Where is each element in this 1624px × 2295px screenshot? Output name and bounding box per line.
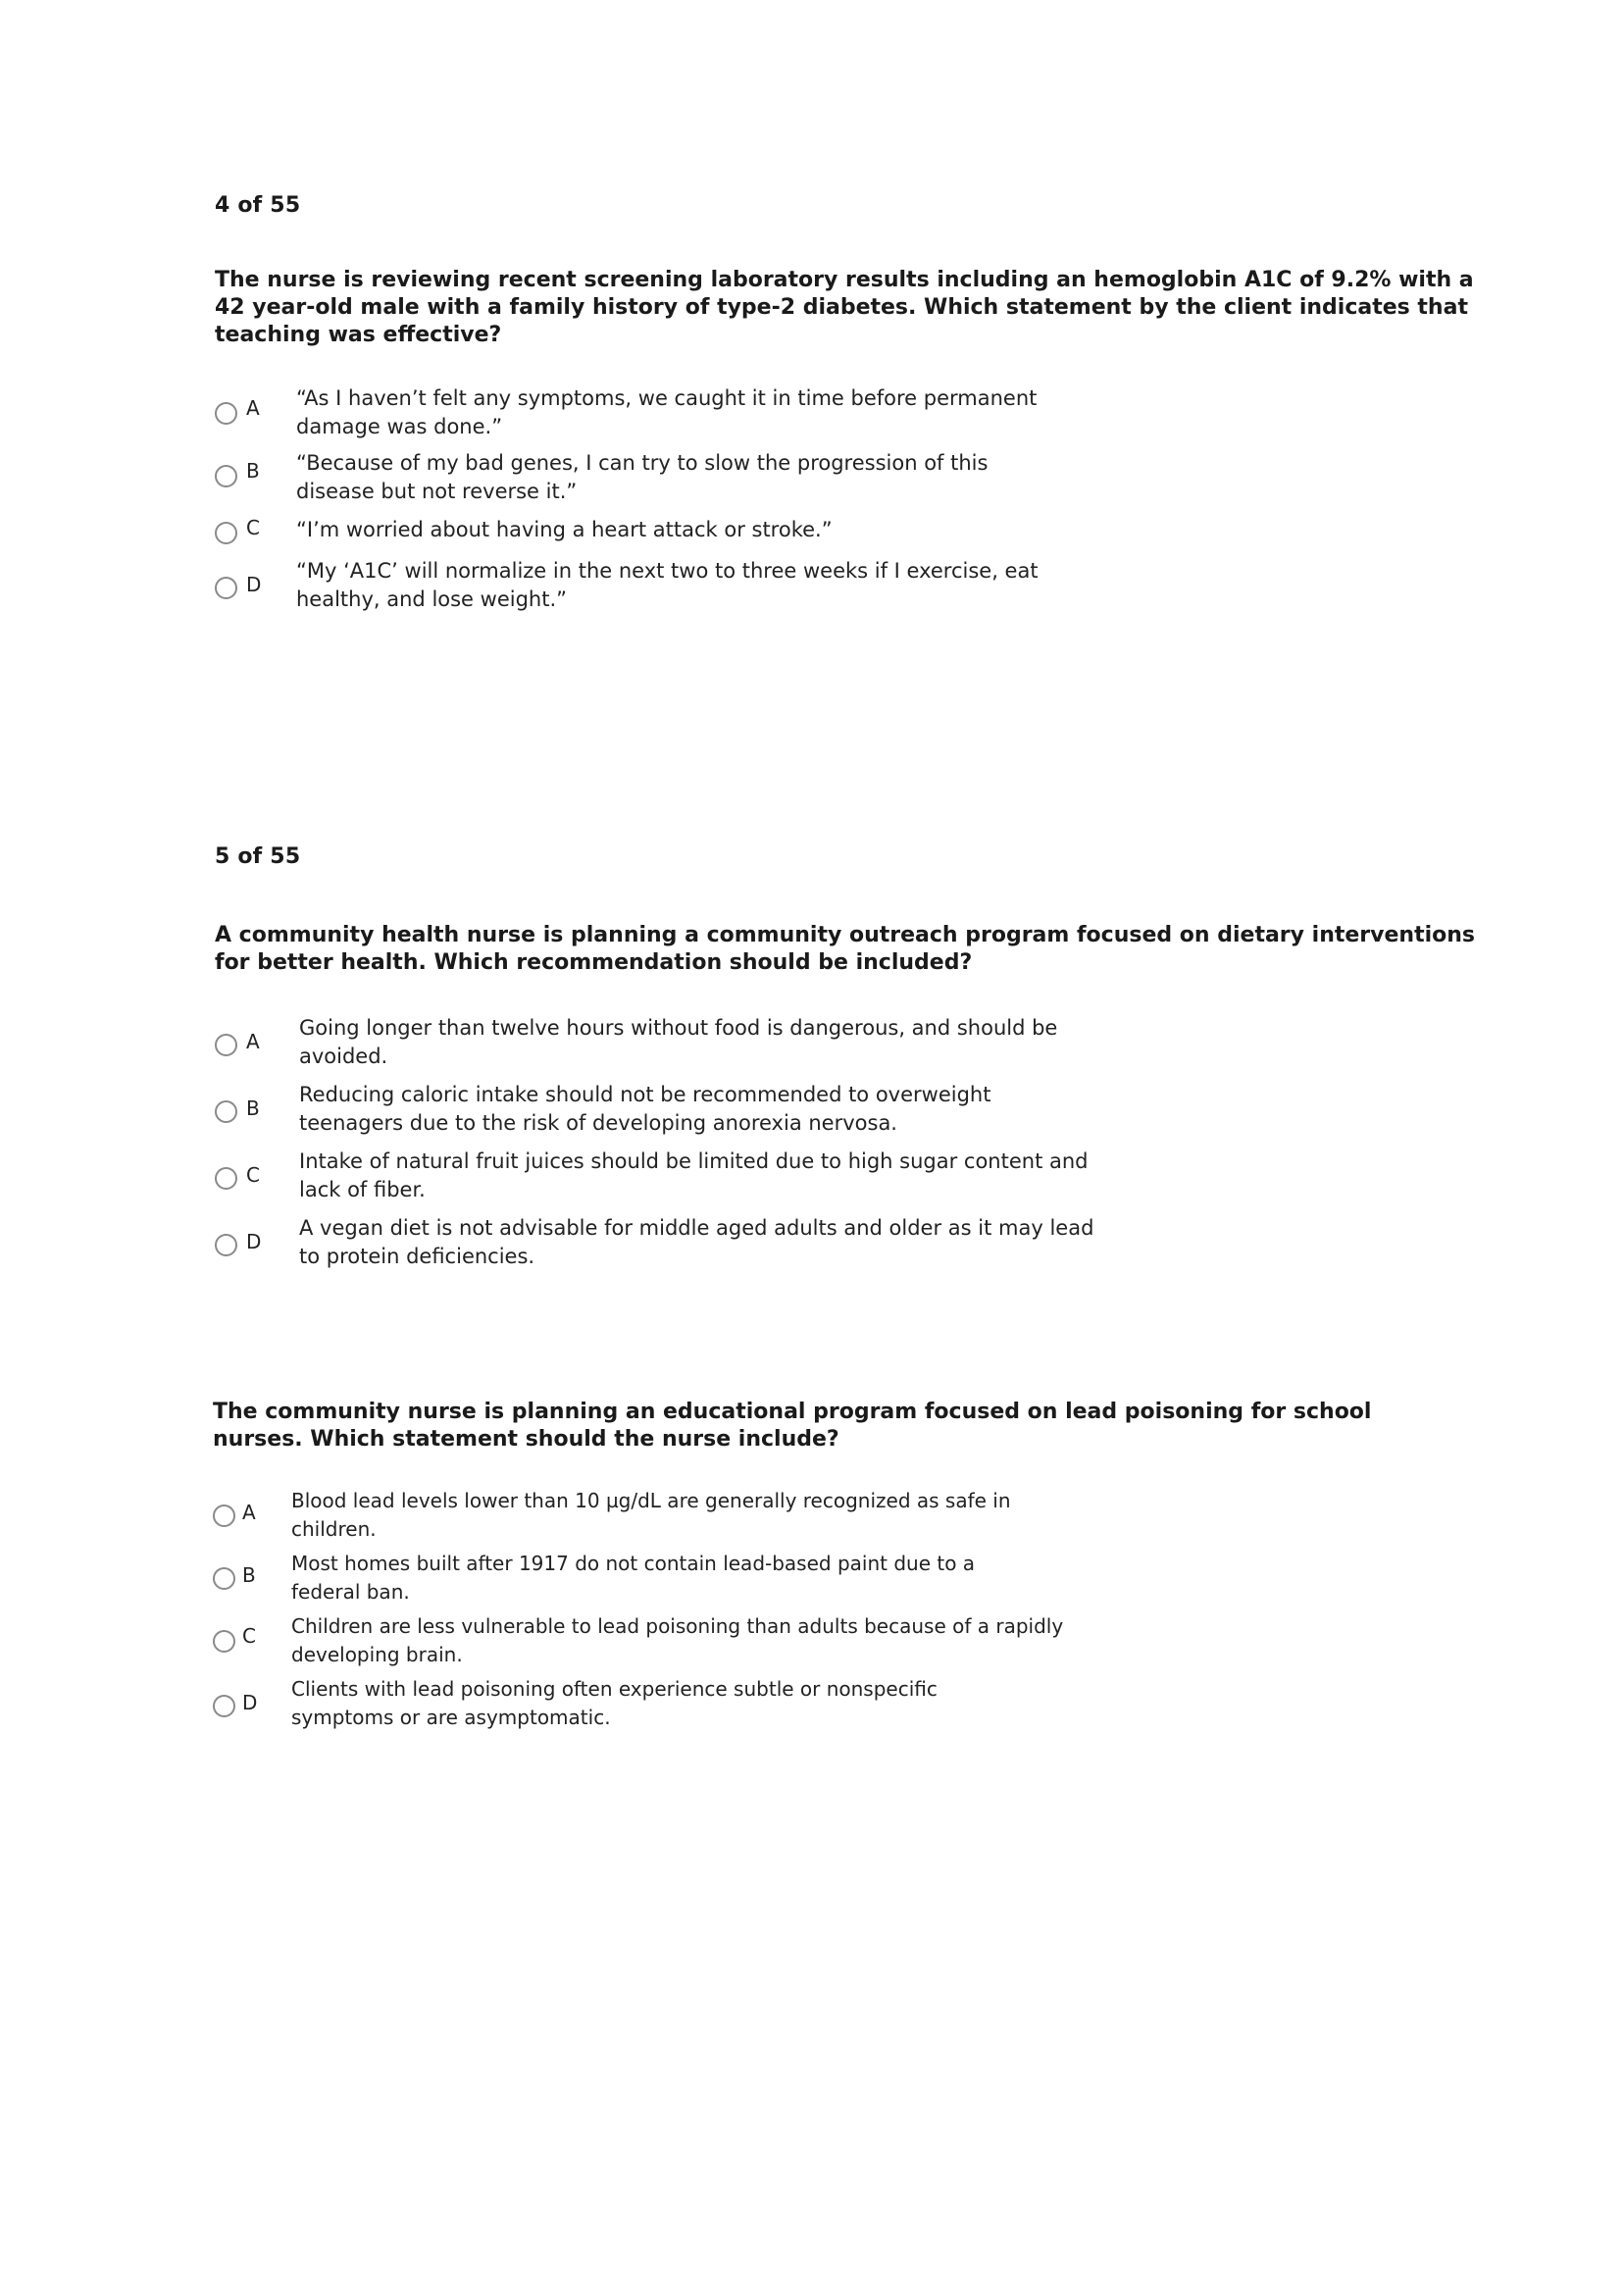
question-number: 4 of 55 — [215, 193, 301, 218]
option-letter: B — [246, 1096, 260, 1120]
option-letter: A — [246, 396, 260, 420]
option-text: “Because of my bad genes, I can try to slow the progression of this disease but not reverse it.” — [296, 451, 989, 503]
option-text: “My ‘A1C’ will normalize in the next two to three weeks if I exercise, eat healthy, and lose weight.” — [296, 559, 1039, 611]
radio-button-icon[interactable] — [213, 1504, 235, 1527]
radio-button-icon[interactable] — [215, 465, 237, 487]
radio-button-icon[interactable] — [213, 1695, 235, 1717]
option-letter: C — [246, 1163, 260, 1187]
option-letter: C — [246, 516, 260, 539]
question-stem: The nurse is reviewing recent screening laboratory results including an hemoglobin A1C of 9.2% with a 42 year-old male with a family history of type-2 diabetes. Which statement by the client indicates that teaching was effective? — [215, 268, 1474, 347]
option-text: Clients with lead poisoning often experience subtle or nonspecific symptoms or are asymptomatic. — [291, 1677, 938, 1729]
radio-button-icon[interactable] — [215, 577, 237, 599]
option-text: Blood lead levels lower than 10 µg/dL are generally recognized as safe in children. — [291, 1489, 1011, 1541]
question-stem: The community nurse is planning an educational program focused on lead poisoning for school nurses. Which statement should the nurse include? — [213, 1400, 1372, 1452]
question-5 — [215, 843, 1490, 1268]
radio-button-icon[interactable] — [215, 1034, 237, 1056]
radio-button-icon[interactable] — [215, 1100, 237, 1123]
radio-button-icon[interactable] — [213, 1630, 235, 1653]
option-text: A vegan diet is not advisable for middle aged adults and older as it may lead to protein deficiencies. — [299, 1216, 1094, 1268]
option-letter: D — [246, 573, 262, 596]
option-text: Intake of natural fruit juices should be limited due to high sugar content and lack of fiber. — [299, 1149, 1089, 1201]
option-letter: B — [246, 459, 260, 483]
radio-button-icon[interactable] — [215, 1167, 237, 1190]
radio-button-icon[interactable] — [215, 522, 237, 544]
radio-button-icon[interactable] — [215, 402, 237, 425]
question-stem: A community health nurse is planning a community outreach program focused on dietary interventions for better health. Which recommendation should be included? — [215, 923, 1476, 975]
option-text: Children are less vulnerable to lead poisoning than adults because of a rapidly developing brain. — [291, 1614, 1064, 1666]
question-4 — [215, 192, 1490, 611]
radio-button-icon[interactable] — [213, 1567, 235, 1590]
question-number: 5 of 55 — [215, 844, 301, 869]
option-letter: C — [242, 1624, 256, 1648]
option-letter: D — [246, 1230, 262, 1253]
option-text: Going longer than twelve hours without food is dangerous, and should be avoided. — [299, 1016, 1058, 1068]
option-text: Reducing caloric intake should not be recommended to overweight teenagers due to the risk of developing anorexia nervosa. — [299, 1083, 991, 1135]
radio-button-icon[interactable] — [215, 1234, 237, 1256]
option-text: Most homes built after 1917 do not contain lead-based paint due to a federal ban. — [291, 1552, 976, 1604]
option-letter: B — [242, 1563, 256, 1587]
option-letter: A — [242, 1501, 256, 1524]
option-text: “As I haven’t felt any symptoms, we caught it in time before permanent damage was done.” — [296, 386, 1038, 438]
option-letter: A — [246, 1030, 260, 1053]
option-letter: D — [242, 1691, 258, 1714]
option-text: “I’m worried about having a heart attack or stroke.” — [296, 518, 833, 541]
